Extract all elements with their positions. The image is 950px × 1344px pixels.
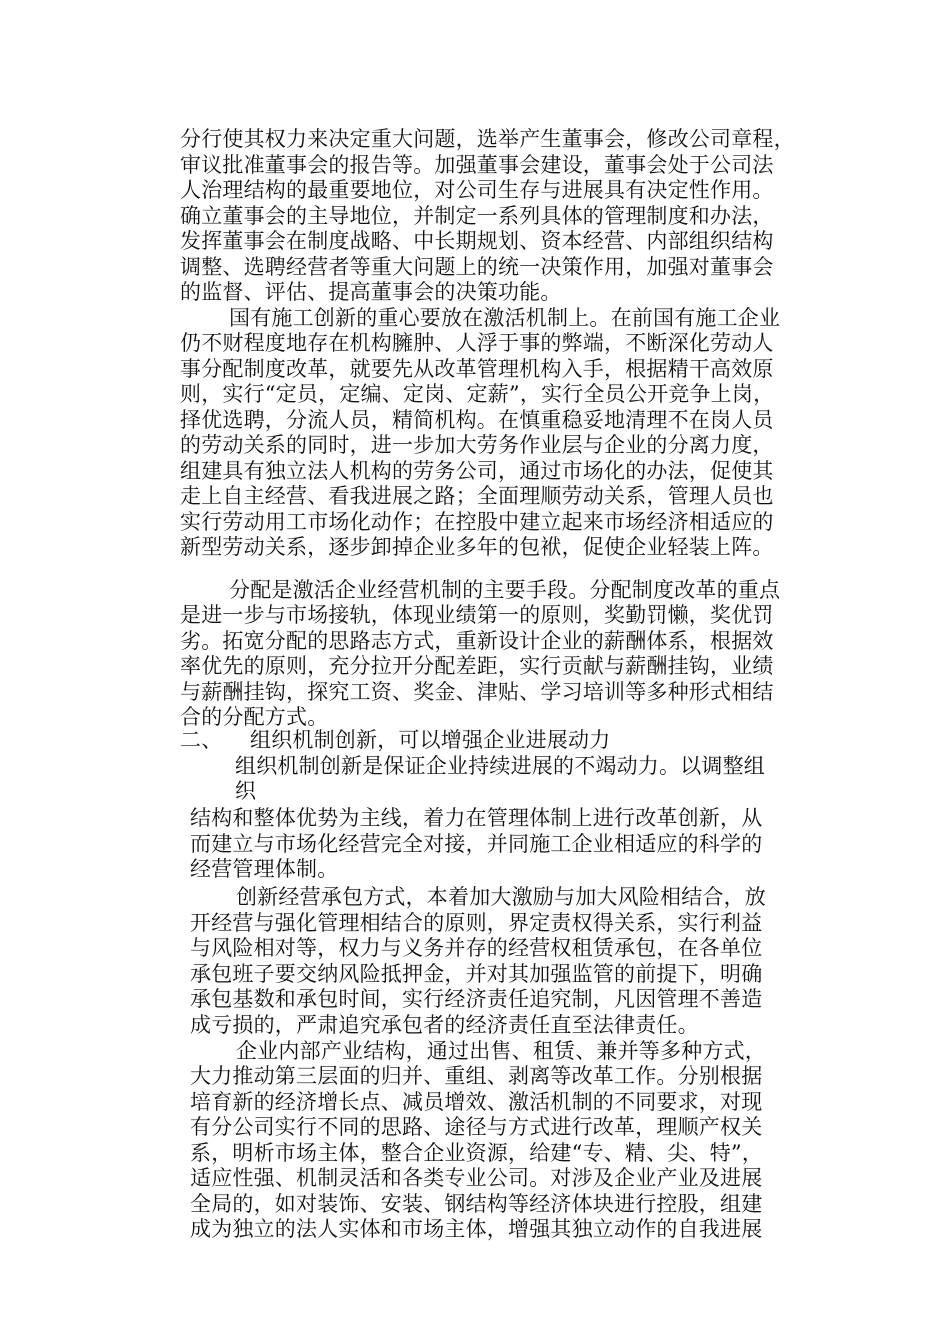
text-line: 走上自主经营、看我进展之路；全面理顺劳动关系，管理人员也: [180, 484, 774, 509]
text-line: 合的分配方式。: [180, 705, 329, 730]
section-number: 二、: [180, 728, 223, 753]
text-line: 而建立与市场化经营完全对接，并同施工企业相适应的科学的: [190, 831, 763, 856]
text-line: 经营管理体制。: [190, 857, 339, 882]
text-line: 国有施工创新的重心要放在激活机制上。在前国有施工企业: [229, 305, 781, 330]
text-line: 确立董事会的主导地位，并制定一系列具体的管理制度和办法，: [180, 203, 774, 228]
text-line: 承包基数和承包时间，实行经济责任追究制，凡因管理不善造: [190, 987, 763, 1012]
text-line: 仍不财程度地存在机构臃肿、人浮于事的弊端，不断深化劳动人: [180, 331, 774, 356]
text-line: 是进一步与市场接轨，体现业绩第一的原则，奖勤罚懒，奖优罚: [180, 603, 774, 628]
text-line: 分行使其权力来决定重大问题，选举产生董事会，修改公司章程，: [180, 127, 795, 151]
text-line: 择优选聘，分流人员，精简机构。在慎重稳妥地清理不在岗人员: [180, 407, 774, 432]
text-line: 劣。拓宽分配的思路志方式，重新设计企业的薪酬体系，根据效: [180, 628, 774, 653]
text-line: 组建具有独立法人机构的劳务公司，通过市场化的办法，促使其: [180, 458, 774, 483]
text-line: 事分配制度改革，就要先从改革管理机构入手，根据精干高效原: [180, 356, 774, 381]
text-line: 企业内部产业结构，通过出售、租赁、兼并等多种方式，: [236, 1038, 766, 1063]
text-line: 分配是激活企业经营机制的主要手段。分配制度改革的重点: [229, 577, 781, 602]
text-line: 有分公司实行不同的思路、途径与方式进行改革，理顺产权关: [190, 1115, 763, 1139]
text-line: 调整、选聘经营者等重大问题上的统一决策作用，加强对董事会: [180, 254, 774, 279]
text-line: 人治理结构的最重要地位，对公司生存与进展具有决定性作用。: [180, 178, 774, 202]
text-line: 审议批准董事会的报告等。加强董事会建设，董事会处于公司法: [180, 152, 774, 177]
section-heading: 组织机制创新，可以增强企业进展动力: [250, 728, 611, 753]
text-line: 承包班子要交纳风险抵押金，并对其加强监管的前提下，明确: [190, 961, 763, 986]
text-line: 的监督、评估、提高董事会的决策功能。: [180, 280, 562, 304]
text-line: 成为独立的法人实体和市场主体，增强其独立动作的自我进展: [190, 1217, 763, 1241]
text-line: 适应性强、机制灵活和各类专业公司。对涉及企业产业及进展: [190, 1166, 763, 1190]
text-line: 与薪酬挂钩，探究工资、奖金、津贴、学习培训等多种形式相结: [180, 679, 774, 704]
text-line: 织: [235, 779, 257, 804]
text-line: 与风险相对等，权力与义务并存的经营权租赁承包，在各单位: [190, 936, 763, 961]
text-line: 培育新的经济增长点、减员增效、激活机制的不同要求，对现: [190, 1089, 763, 1114]
text-line: 组织机制创新是保证企业持续进展的不竭动力。以调整组: [235, 753, 765, 778]
text-line: 实行劳动用工市场化动作；在控股中建立起来市场经济相适应的: [180, 509, 774, 534]
text-line: 发挥董事会在制度战略、中长期规划、资本经营、内部组织结构: [180, 229, 774, 253]
text-line: 率优先的原则，充分拉开分配差距，实行贡献与薪酬挂钩，业绩: [180, 654, 774, 679]
text-line: 全局的，如对装饰、安装、钢结构等经济体块进行控股，组建: [190, 1191, 763, 1216]
text-line: 创新经营承包方式，本着加大激励与加大风险相结合，放: [236, 885, 766, 910]
text-line: 大力推动第三层面的归并、重组、剥离等改革工作。分别根据: [190, 1064, 763, 1088]
text-line: 系，明析市场主体，整合企业资源，给建“专、精、尖、特”，: [190, 1140, 764, 1165]
text-line: 成亏损的，严肃追究承包者的经济责任直至法律责任。: [190, 1012, 699, 1037]
text-line: 的劳动关系的同时，进一步加大劳务作业层与企业的分离力度，: [180, 433, 774, 458]
text-line: 则，实行“定员，定编、定岗、定薪”，实行全员公开竞争上岗，: [180, 382, 775, 407]
text-line: 新型劳动关系，逐步卸掉企业多年的包袱，促使企业轻装上阵。: [180, 535, 774, 560]
text-line: 开经营与强化管理相结合的原则，界定责权得关系，实行利益: [190, 910, 763, 935]
text-line: 结构和整体优势为主线，着力在管理体制上进行改革创新，从: [190, 806, 763, 831]
